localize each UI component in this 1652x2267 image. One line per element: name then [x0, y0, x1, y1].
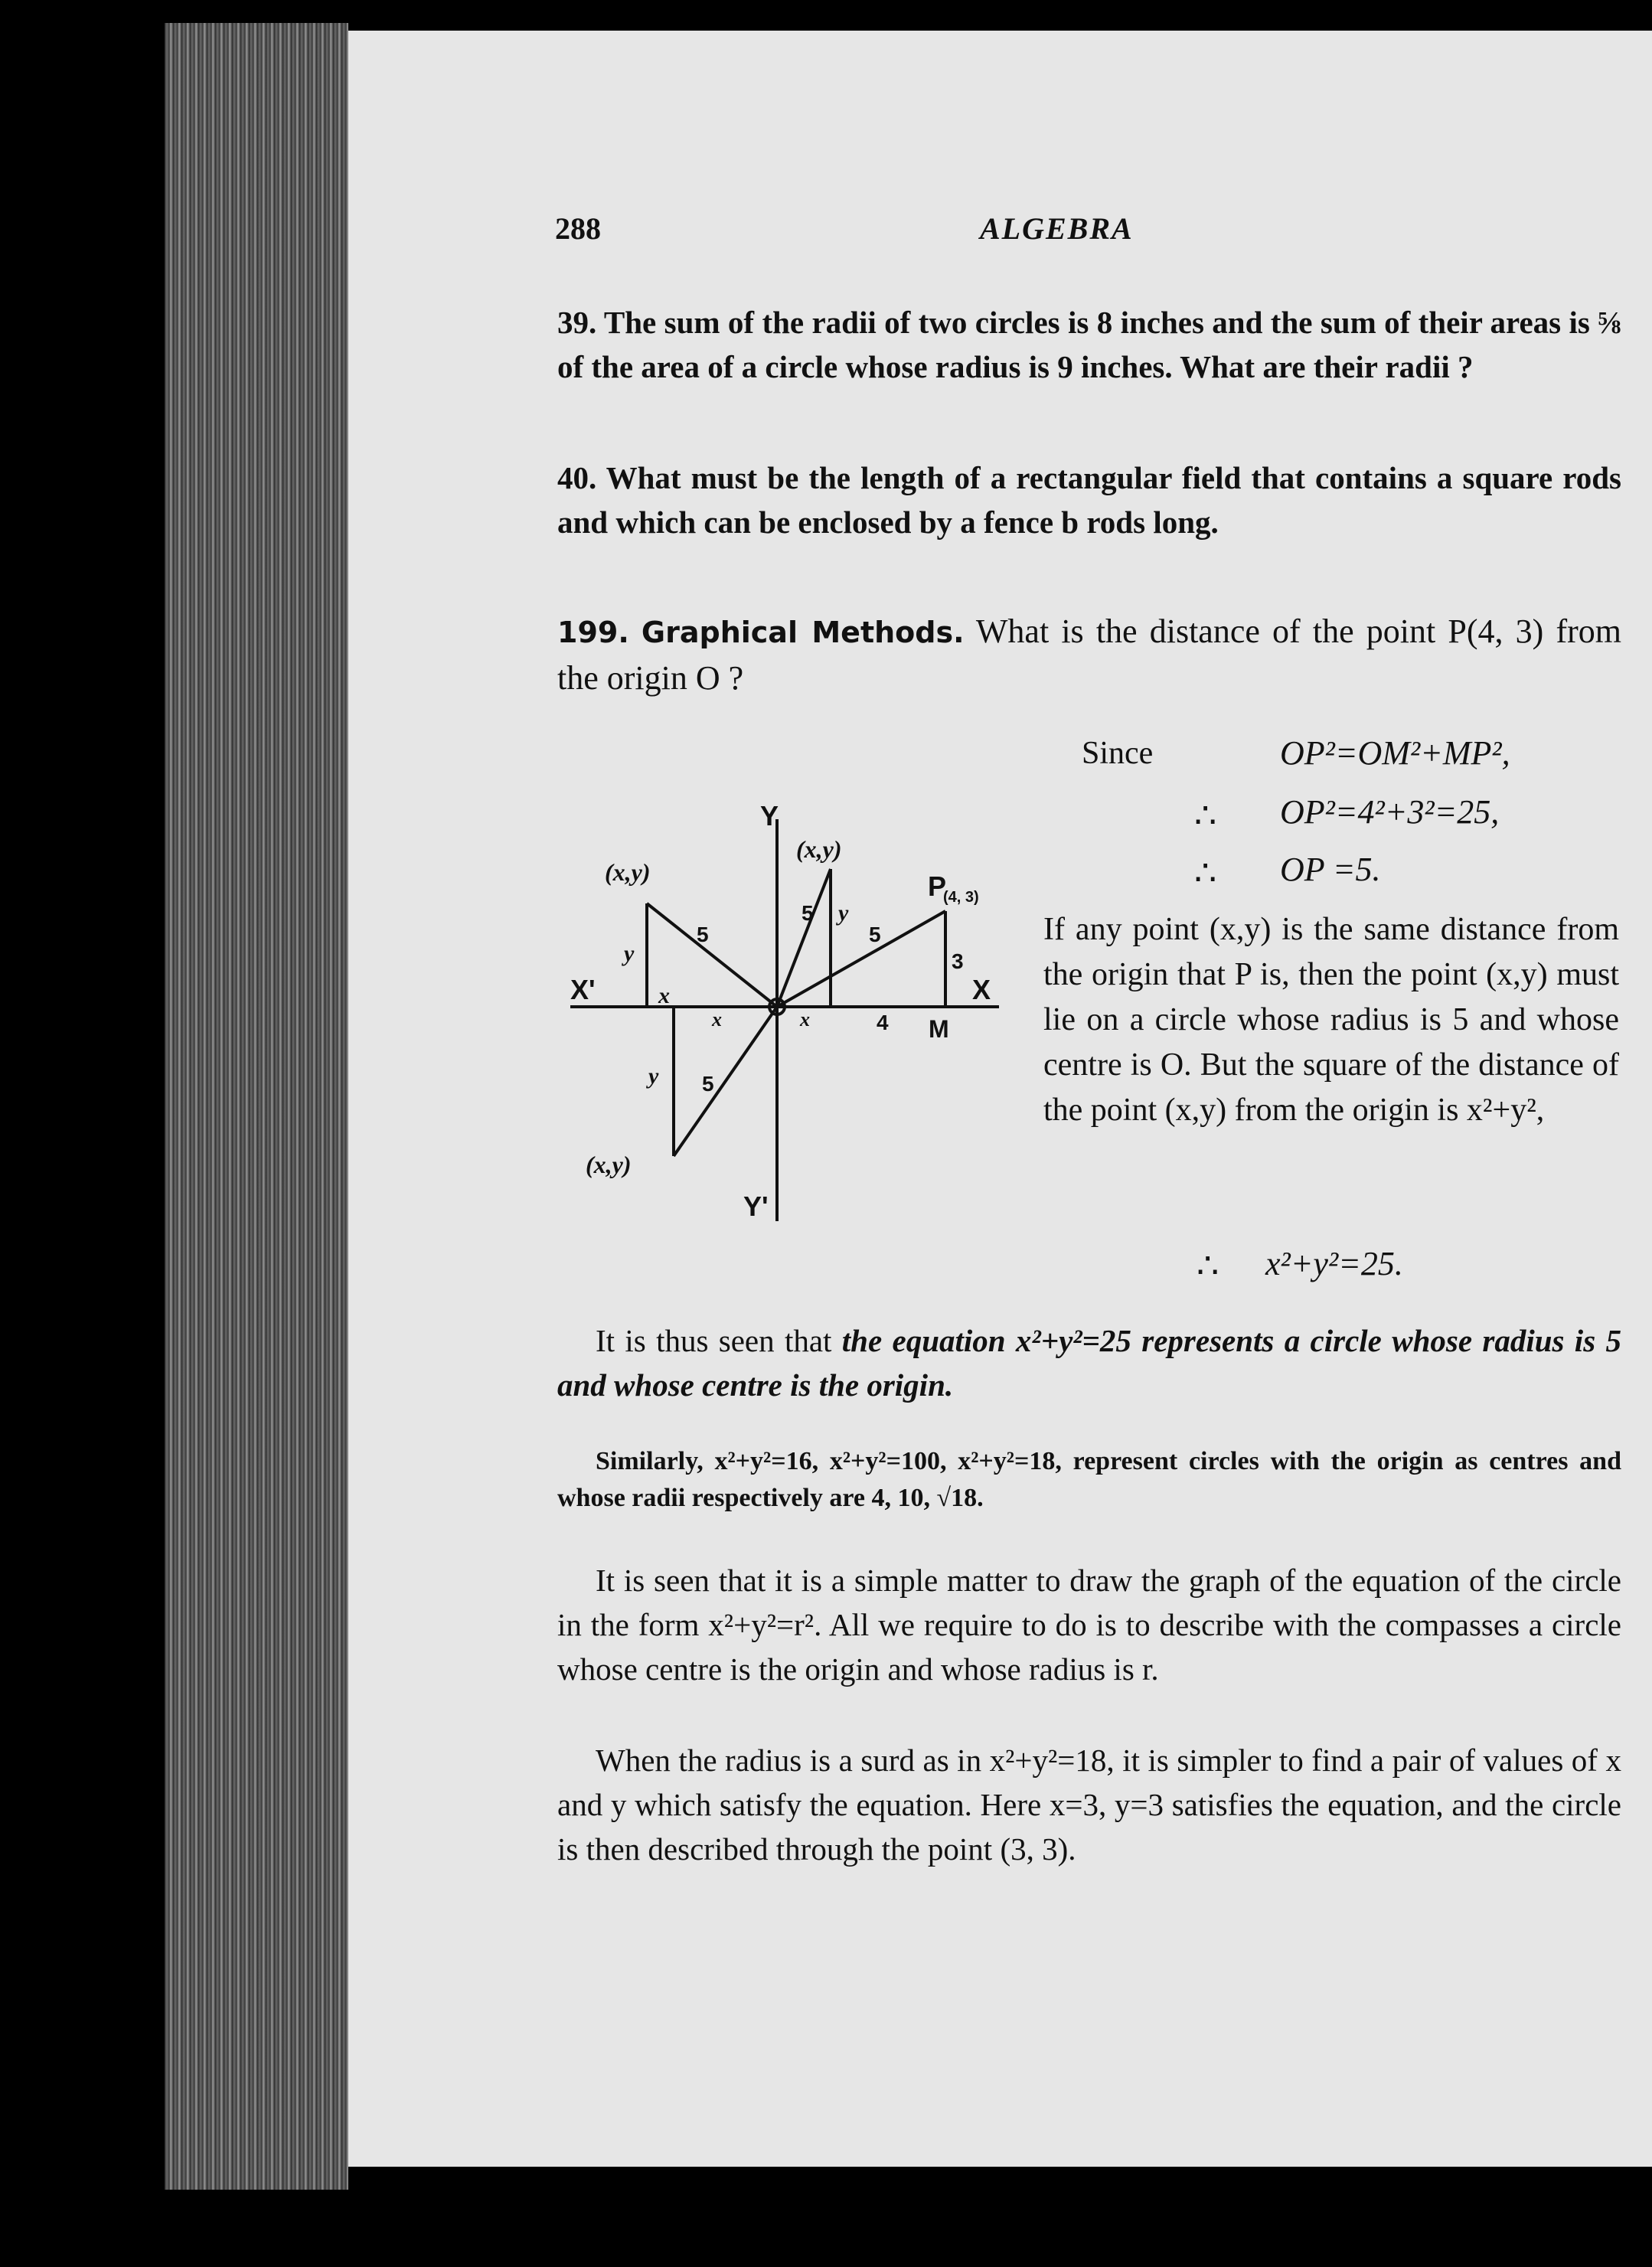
exercise-number: 40. [557, 460, 597, 495]
exercise-text: What must be the length of a rectangular field that contains a square rods and which can be enclosed by a fence b rods long. [557, 460, 1621, 540]
section-199 [557, 609, 1621, 701]
since-label: Since [1082, 736, 1154, 771]
therefore-symbol: ∴ [1194, 854, 1217, 893]
op-length-label: 5 [869, 923, 881, 946]
radius-line-upper [777, 869, 831, 1007]
paragraph-surd-radius: When the radius is a surd as in x²+y²=18, it is simpler to find a pair of values of x and y which satisfy the equation. Here x=3, y=3 satisfies the equation, and the circle is then described through the point (3, 3). [557, 1743, 1621, 1867]
point-p-label: P [928, 871, 947, 902]
section-number: 199. [557, 616, 629, 649]
italic-statement: the equation x²+y²=25 represents a circle whose radius is 5 and whose centre is the origin. [557, 1323, 1621, 1403]
paragraph-similarly: Similarly, x²+y²=16, x²+y²=100, x²+y²=18, represent circles with the origin as centres and whose radii respectively are 4, 10, √18. [557, 1447, 1621, 1512]
therefore-symbol: ∴ [1194, 796, 1217, 835]
left-ordinate-label: y [624, 941, 635, 966]
book-spine-edge [165, 23, 348, 2190]
lower-radius-label: 5 [702, 1072, 714, 1096]
y-axis-top-label: Y [760, 800, 779, 831]
equation-1: OP²=OM²+MP², [1280, 734, 1510, 772]
left-point-label: (x,y) [605, 858, 651, 886]
upper-ordinate-label: y [838, 900, 849, 926]
radius-line-lower [674, 1007, 777, 1156]
y-axis-bottom-label: Y' [743, 1191, 769, 1222]
lower-ordinate-label: y [648, 1063, 659, 1089]
paragraph-circle-equation [557, 1318, 1621, 1407]
exercise-39 [557, 300, 1621, 389]
paragraph-graph-method: It is seen that it is a simple matter to draw the graph of the equation of the circle in the form x²+y²=r². All we require to do is to describe with the compasses a circle whose centre is the origin and whose radius is r. [557, 1563, 1621, 1687]
left-abscissa-label: x [658, 983, 670, 1008]
section-intro: What is the distance of the point P(4, 3) from the origin O ? [557, 612, 1621, 697]
lower-point-label: (x,y) [586, 1151, 632, 1178]
mp-length-label: 3 [952, 949, 964, 973]
exercise-40 [557, 456, 1621, 544]
paragraph-text: It is thus seen that [596, 1323, 842, 1358]
conclusion-equation: x²+y²=25. [1265, 1245, 1403, 1282]
therefore-symbol: ∴ [1197, 1246, 1219, 1285]
op-line [777, 911, 945, 1007]
point-m-label: M [929, 1015, 949, 1043]
x-axis-right-label: X [972, 974, 991, 1005]
side-paragraph: If any point (x,y) is the same distance from the origin that P is, then the point (x,y) must lie on a circle whose radius is 5 and whose centre is O. But the square of the distance of the point (x,y) from the origin is x²+y², [1043, 912, 1619, 1128]
graph-figure [563, 796, 1014, 1233]
upper-abscissa-label: x [800, 1008, 810, 1031]
equation-2: OP²=4²+3²=25, [1280, 793, 1500, 831]
left-radius-label: 5 [697, 923, 709, 946]
page-number: 288 [555, 211, 601, 246]
point-p-coords: (4, 3) [943, 889, 979, 906]
upper-point-label: (x,y) [796, 835, 842, 863]
upper-radius-label: 5 [802, 901, 814, 925]
om-length-label: 4 [877, 1011, 889, 1034]
exercise-text: The sum of the radii of two circles is 8 inches and the sum of their areas is ⅝ of the area of a circle whose radius is 9 inches. What are their radii ? [557, 305, 1621, 384]
running-title: ALGEBRA [980, 211, 1134, 246]
x-axis-left-label: X' [570, 974, 596, 1005]
exercise-number: 39. [557, 305, 597, 340]
lower-abscissa-label: x [712, 1008, 722, 1031]
equation-3: OP =5. [1280, 851, 1381, 888]
section-title: Graphical Methods. [641, 616, 965, 649]
